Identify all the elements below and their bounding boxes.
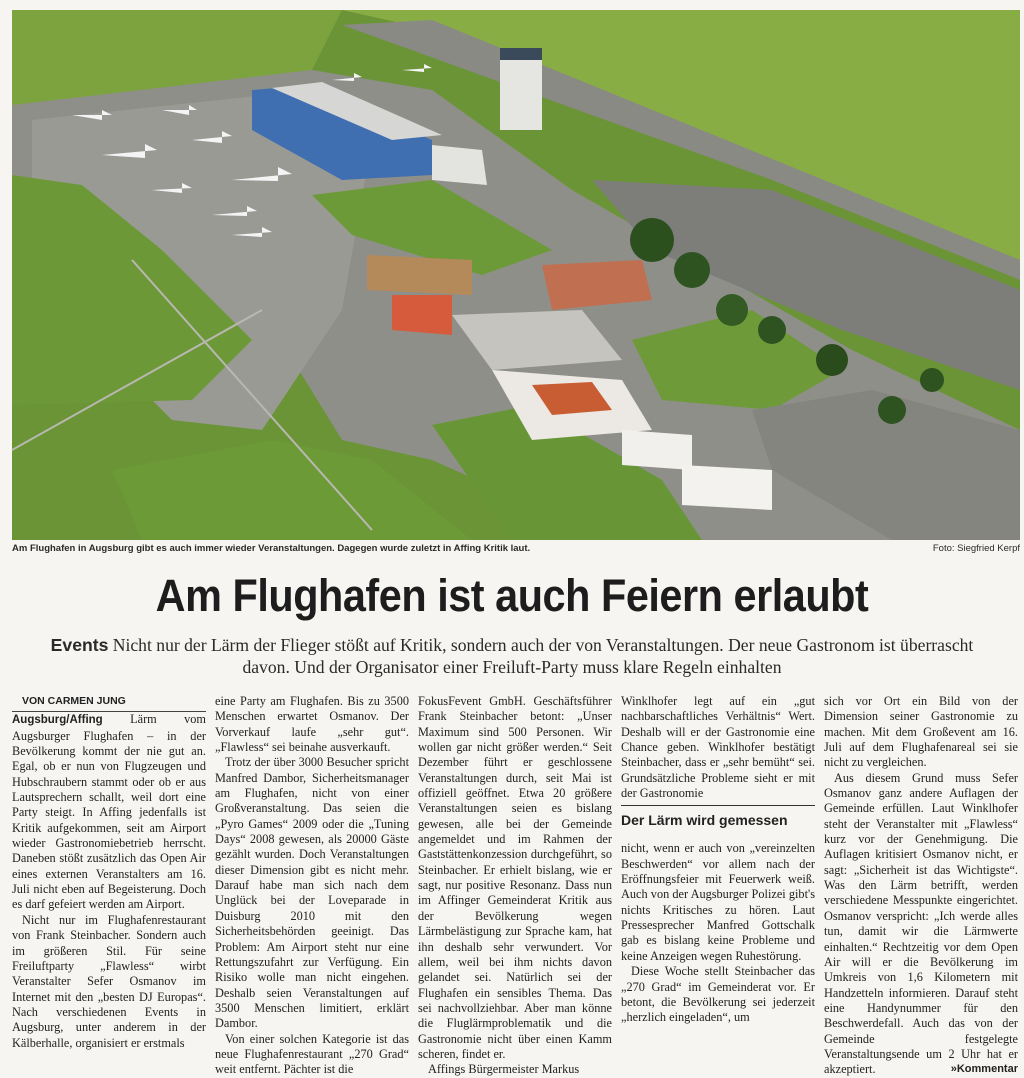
paragraph: Nicht nur im Flughafenrestaurant von Frank Steinbacher. Sondern auch im größeren Stil. Für seine Freiluftparty „Flawless“ wirbt Veranstalter Sefer Osmanov im Internet mit den „besten DJ Europas“. Nach verschiedenen Events in Augsburg, unter anderem in der Kälberhalle, organisiert er erstmals: [12, 912, 206, 1050]
paragraph: nicht, wenn er auch von „vereinzelten Beschwerden“ vor allem nach der Eröffnungsfeier mit Feuerwerk weiß. Auch von der Augsburger Polizei gibt's nichts Kritisches zu hören. Laut Pressesprecher Manfred Gottschalk gab es bislang keine Probleme und keine Anzeigen wegen Ruhestörung.: [621, 841, 815, 963]
column-1: [12, 694, 206, 1062]
paragraph: sich vor Ort ein Bild von der Dimension seiner Gastronomie zu machen. Mit dem Großevent am 16. Juli auf dem Flughafenareal sei sie nicht zu vergleichen.: [824, 694, 1018, 770]
dateline: Augsburg/Affing: [12, 714, 103, 727]
paragraph: Diese Woche stellt Steinbacher das „270 Grad“ im Gemeinderat vor. Er betont, die Bevölkerung sei jederzeit „herzlich eingeladen“, um: [621, 964, 815, 1025]
airport-aerial-photo: [12, 10, 1020, 540]
column-2: [215, 694, 409, 1077]
kicker: Events: [50, 635, 109, 655]
column-5: [824, 694, 1018, 1077]
paragraph: Trotz der über 3000 Besucher spricht Manfred Dambor, Sicherheitsmanager am Flughafen, nicht von einer Großveranstaltung. Das seien die „Pyro Games“ 2009 oder die „Tuning Days“ 2008 gewesen, als 20000 Gäste gezählt wurden. Doch Veranstaltungen dieser Dimension gibt es nicht mehr. Darauf habe man sich nach dem Unglück bei der Loveparade in Duisburg 2010 mit den Sicherheitsbehörden geeinigt. Das Problem: Am Airport steht nur eine Rettungszufahrt zur Verfügung. Ein Risiko wolle man nicht eingehen. Deshalb seien Veranstaltungen auf 3500 Menschen limitiert, erklärt Dambor.: [215, 755, 409, 1031]
deck-text: Nicht nur der Lärm der Flieger stößt auf Kritik, sondern auch der von Veranstaltungen. Der neue Gastronom ist überrascht davon. Und der Organisator einer Freiluft-Party muss klare Regeln einhalten: [112, 635, 974, 677]
headline: Am Flughafen ist auch Feiern erlaubt: [155, 570, 869, 621]
photo-caption: [12, 543, 1020, 557]
caption-text: Am Flughafen in Augsburg gibt es auch immer wieder Veranstaltungen. Dagegen wurde zuletzt in Affing Kritik laut.: [12, 543, 531, 554]
comment-reference: »Kommentar: [950, 1063, 1018, 1076]
paragraph: eine Party am Flughafen. Bis zu 3500 Menschen erwartet Osmanov. Der Vorverkauf laufe „sehr gut“. „Flawless“ sei beinahe ausverkauft.: [215, 694, 409, 755]
airport-aerial-illustration: [12, 10, 1020, 540]
deck: [40, 634, 984, 678]
subheading: Der Lärm wird gemessen: [621, 805, 815, 835]
paragraph: FokusFevent GmbH. Geschäftsführer Frank Steinbacher betont: „Unser Maximum sind 500 Personen. Wir wollen gar nicht größer werden.“ Seit Dezember führt er geschlossene Veranstaltungen durch, seit Mai ist offiziell geöffnet. Etwa 20 größere Veranstaltungen seien es bislang gewesen, alle bei der Gemeinde angemeldet und im Rahmen der Gaststättenkonzession durchgeführt, so Steinbacher. Er erhielt bislang, wie er sagt, nur positive Resonanz. Dass nun im Affinger Gemeinderat Kritik aus der Bevölkerung wegen Lärmbelästigung zur Sprache kam, hat ihn deshalb sehr verwundert. Vor allem, weil bei ihm nichts davon gelandet sei. Natürlich sei der Flughafen ein sensibles Thema. Das sei nachvollziehbar. Aber man könne die Fluglärmproblematik und die Gastronomie nicht über einen Kamm scheren, findet er.: [418, 694, 612, 1061]
paragraph: Augsburg/Affing Lärm vom Augsburger Flughafen – in der Bevölkerung kommt der nie gut an. Egal, ob er nun von Flugzeugen und Hubschraubern stammt oder ob er aus Lautsprechern schallt, weil dort eine Party steigt. In Affing jedenfalls ist Kritik aufgekommen, seit am Airport wieder Gastronomiebetrieb herrscht. Daneben stößt zusätzlich das Open Air eines externen Veranstalters am 16. Juli nicht eben auf Begeisterung. Doch es darf gefeiert werden am Airport.: [12, 712, 206, 912]
byline: VON CARMEN JUNG: [12, 694, 206, 712]
paragraph: Affings Bürgermeister Markus: [428, 1062, 580, 1077]
column-3: [418, 694, 612, 1077]
column-4: [621, 694, 815, 1062]
paragraph: Von einer solchen Kategorie ist das neue Flughafenrestaurant „270 Grad“ weit entfernt. Pächter ist die: [215, 1031, 409, 1077]
paragraph: Aus diesem Grund muss Sefer Osmanov ganz andere Auflagen der Gemeinde erfüllen. Laut Winklhofer steht der Veranstalter mit „Flawless“ kurz vor der Genehmigung. Die Auflagen kritisiert Osmanov nicht, er sagt: „Sicherheit ist das Wichtigste“. Was den Lärm betrifft, werden verschiedene Messpunkte eingerichtet. Osmanov verspricht: „Ich werde alles tun, damit wir die Lärmwerte einhalten.“ Rechtzeitig vor dem Open Air will er die Bevölkerung im Umkreis von 1,6 Kilometern mit Handzetteln informieren. Darauf steht eine Handynummer für den Beschwerdefall. Auch das von der Gemeinde festgelegte Veranstaltungsende um 2 Uhr hat er akzeptiert. »Kommentar: [824, 770, 1018, 1077]
article-body: [12, 694, 1020, 1077]
photo-credit: Foto: Siegfried Kerpf: [932, 543, 1020, 554]
paragraph: Winklhofer legt auf ein „gut nachbarschaftliches Verhältnis“ Wert. Deshalb will er der Gastronomie eine Chance geben. Winklhofer bestätigt Steinbacher, dass er „sehr bemüht“ sei. Grundsätzliche Probleme sieht er mit der Gastronomie: [621, 694, 815, 801]
